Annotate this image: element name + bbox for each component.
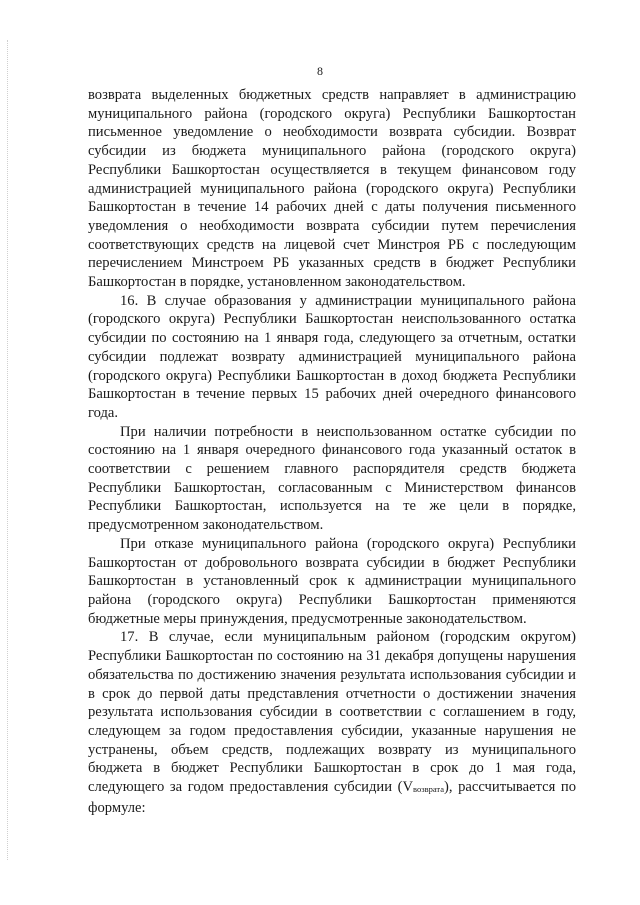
scan-edge-marks xyxy=(7,40,9,860)
document-body xyxy=(88,86,576,817)
paragraph-17-tail: ), рассчитывается по формуле: xyxy=(88,779,576,816)
paragraph-17 xyxy=(88,628,576,817)
page-number: 8 xyxy=(317,64,323,78)
paragraph-16-unused-balance: При наличии потребности в неиспользованном остатке субсидии по состоянию на 1 января очередного финансового года указанный остаток в соответствии с решением главного распорядителя средств бюджета Республики Башкортостан, согласованным с Министерством финансов Республики Башкортостан, используется на те же цели в порядке, предусмотренном законодательством. xyxy=(88,423,576,534)
paragraph-continuation: возврата выделенных бюджетных средств направляет в администрацию муниципального района (городского округа) Республики Башкортостан письменное уведомление о необходимости возврата субсидии. Возврат субсидии из бюджета муниципального района (городского округа) Республики Башкортостан осуществляется в текущем финансовом году администрацией муниципального района (городского округа) Республики Башкортостан в течение 14 рабочих дней с даты получения письменного уведомления о необходимости возврата субсидии путем перечисления соответствующих средств на лицевой счет Минстроя РБ с последующим перечислением Минстроем РБ указанных средств в бюджет Республики Башкортостан в порядке, установленном законодательством. xyxy=(88,87,576,291)
paragraph-16: 16. В случае образования у администрации муниципального района (городского округа) Республики Башкортостан неиспользованного остатка субсидии по состоянию на 1 января года, следующего за отчетным, остатки субсидии подлежат возврату администрацией муниципального района (городского округа) Республики Башкортостан в доход бюджета Республики Башкортостан в течение первых 15 рабочих дней очередного финансового года. xyxy=(88,292,576,421)
paragraph-17-text: 17. В случае, если муниципальным районом (городским округом) Республики Башкортостан по состоянию на 31 декабря допущены нарушения обязательства по достижению значения результата использования субсидии и в срок до первой даты представления отчетности о достижении значения результата использования субсидии в соответствии с соглашением в году, следующем за годом предоставления субсидии, указанные нарушения не устранены, объем средств, подлежащих возврату из муниципального бюджета в бюджет Республики Башкортостан в срок до 1 мая года, следующего за годом предоставления субсидии (V xyxy=(88,629,576,796)
volume-subscript: возврата xyxy=(413,784,445,795)
paragraph-16-refusal: При отказе муниципального района (городского округа) Республики Башкортостан от добровольного возврата субсидии в бюджет Республики Башкортостан в установленный срок к администрации муниципального района (городского округа) Республики Башкортостан применяются бюджетные меры принуждения, предусмотренные законодательством. xyxy=(88,535,576,627)
